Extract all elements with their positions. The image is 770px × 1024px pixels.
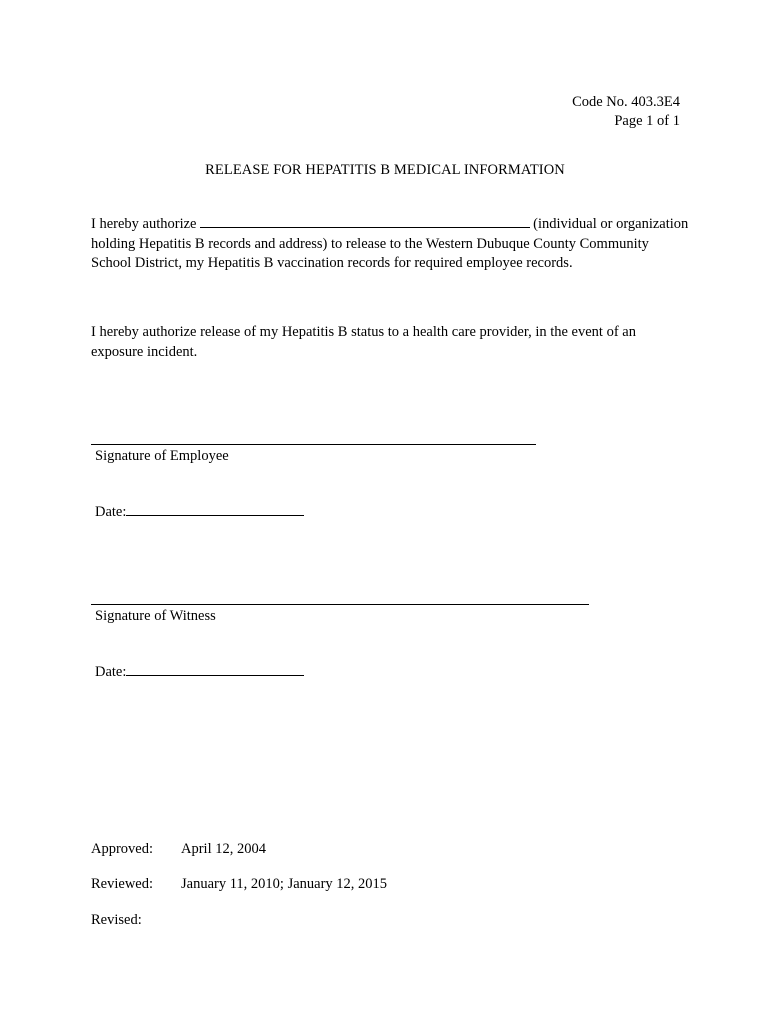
approved-date: April 12, 2004 <box>181 841 266 857</box>
document-title: RELEASE FOR HEPATITIS B MEDICAL INFORMATION <box>205 162 565 178</box>
witness-signature-label: Signature of Witness <box>95 608 216 624</box>
employee-date-blank[interactable] <box>126 502 304 516</box>
witness-date-blank[interactable] <box>126 662 304 676</box>
reviewed-label: Reviewed: <box>91 876 154 892</box>
authorization-lead-text: I hereby authorize <box>91 216 197 232</box>
page-number: Page 1 of 1 <box>614 113 680 129</box>
authorized-party-blank[interactable] <box>200 214 530 228</box>
revised-label: Revised: <box>91 912 142 928</box>
employee-date-row <box>95 502 304 522</box>
witness-date-label: Date: <box>95 664 127 680</box>
code-number: Code No. 403.3E4 <box>572 94 680 110</box>
authorization-rest-text: (individual or organization holding Hepatitis B records and address) to release to the Western Dubuque County Community School District, my Hepatitis B vaccination records for required employee records. <box>91 216 689 271</box>
approved-label: Approved: <box>91 841 154 857</box>
witness-date-row <box>95 662 304 682</box>
employee-signature-line[interactable] <box>91 444 536 445</box>
reviewed-dates: January 11, 2010; January 12, 2015 <box>181 876 388 892</box>
employee-signature-label: Signature of Employee <box>95 448 229 464</box>
authorization-status-paragraph: I hereby authorize release of my Hepatitis B status to a health care provider, in the event of an exposure incident. <box>91 324 636 360</box>
witness-signature-line[interactable] <box>91 604 589 605</box>
employee-date-label: Date: <box>95 504 127 520</box>
authorization-records-paragraph <box>91 214 691 274</box>
